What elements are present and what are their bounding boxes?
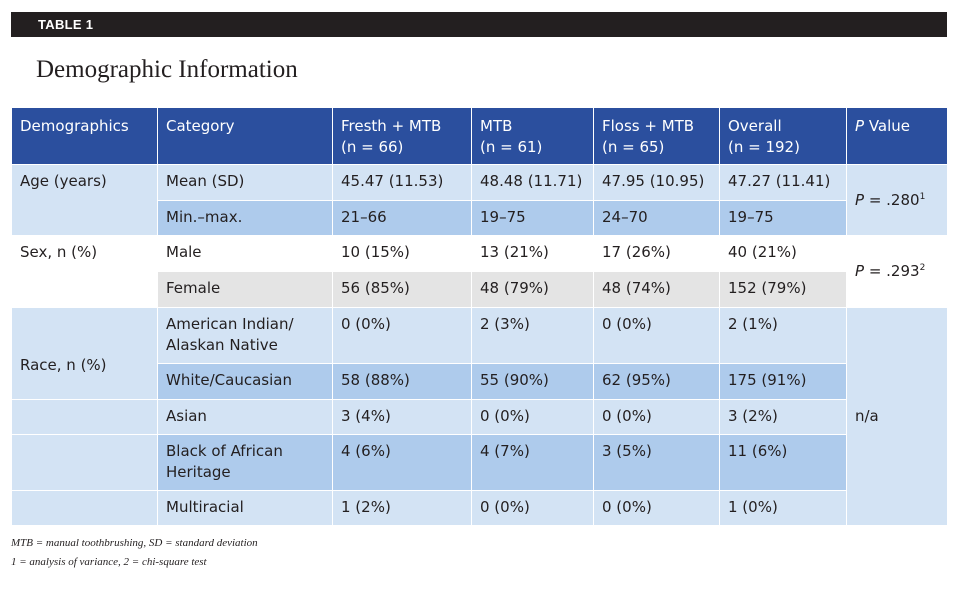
race-white-group2: 55 (90%) — [472, 364, 594, 400]
age-range-group3: 24–70 — [594, 201, 720, 236]
sex-female-overall: 152 (79%) — [720, 272, 847, 308]
race-black-overall: 11 (6%) — [720, 435, 847, 491]
race-multiracial-group3: 0 (0%) — [594, 491, 720, 526]
header-overall — [720, 108, 847, 165]
race-american-indian-category-line2: Alaskan Native — [166, 336, 278, 354]
race-asian-category: Asian — [158, 400, 333, 435]
race-white-category: White/Caucasian — [158, 364, 333, 400]
race-american-indian-overall: 2 (1%) — [720, 308, 847, 364]
age-range-overall: 19–75 — [720, 201, 847, 236]
table-title: Demographic Information — [36, 56, 298, 83]
table-row-sex-male — [12, 236, 948, 272]
race-p-value: n/a — [847, 308, 948, 526]
race-white-group1: 58 (88%) — [333, 364, 472, 400]
header-group1-name: Fresth + MTB — [341, 117, 442, 135]
sex-p-footnote-ref: 2 — [919, 263, 926, 273]
table-row-age-mean — [12, 165, 948, 201]
race-multiracial-group2: 0 (0%) — [472, 491, 594, 526]
sex-male-group2: 13 (21%) — [472, 236, 594, 272]
age-label: Age (years) — [12, 165, 158, 236]
race-american-indian-category — [158, 308, 333, 364]
age-p-footnote-ref: 1 — [919, 191, 926, 202]
race-multiracial-spacer — [12, 491, 158, 526]
race-asian-group2: 0 (0%) — [472, 400, 594, 435]
race-black-category-line2: Heritage — [166, 463, 231, 481]
table-row-race-american-indian — [12, 308, 948, 364]
sex-female-group2: 48 (79%) — [472, 272, 594, 308]
age-mean-category: Mean (SD) — [158, 165, 333, 201]
header-overall-n: (n = 192) — [728, 138, 800, 156]
age-range-group2: 19–75 — [472, 201, 594, 236]
footnote-tests: 1 = analysis of variance, 2 = chi-square test — [11, 556, 207, 568]
age-mean-group2: 48.48 (11.71) — [472, 165, 594, 201]
sex-male-group3: 17 (26%) — [594, 236, 720, 272]
age-p-number: = .280 — [864, 190, 920, 209]
race-american-indian-group3: 0 (0%) — [594, 308, 720, 364]
sex-female-group3: 48 (74%) — [594, 272, 720, 308]
demographics-table — [11, 107, 948, 526]
header-overall-name: Overall — [728, 117, 782, 135]
table-row-race-black — [12, 435, 948, 491]
race-black-category — [158, 435, 333, 491]
race-multiracial-group1: 1 (2%) — [333, 491, 472, 526]
header-group1-n: (n = 66) — [341, 138, 404, 156]
race-american-indian-group2: 2 (3%) — [472, 308, 594, 364]
age-mean-overall: 47.27 (11.41) — [720, 165, 847, 201]
age-mean-group3: 47.95 (10.95) — [594, 165, 720, 201]
race-american-indian-group1: 0 (0%) — [333, 308, 472, 364]
header-demographics: Demographics — [12, 108, 158, 165]
age-range-category: Min.–max. — [158, 201, 333, 236]
header-row — [12, 108, 948, 165]
sex-female-category: Female — [158, 272, 333, 308]
header-group3-name: Floss + MTB — [602, 117, 695, 135]
header-group2-n: (n = 61) — [480, 138, 543, 156]
sex-p-letter: P — [855, 262, 865, 280]
sex-p-value — [847, 236, 948, 308]
age-mean-group1: 45.47 (11.53) — [333, 165, 472, 201]
race-black-group1: 4 (6%) — [333, 435, 472, 491]
header-p-value — [847, 108, 948, 165]
table-label: TABLE 1 — [11, 12, 947, 37]
race-black-group3: 3 (5%) — [594, 435, 720, 491]
age-range-group1: 21–66 — [333, 201, 472, 236]
header-group2-name: MTB — [480, 117, 513, 135]
sex-male-category: Male — [158, 236, 333, 272]
table-row-race-asian — [12, 400, 948, 435]
header-category: Category — [158, 108, 333, 165]
age-p-value — [847, 165, 948, 236]
header-p-letter: P — [855, 117, 865, 135]
header-group3-n: (n = 65) — [602, 138, 665, 156]
sex-p-number: = .293 — [864, 262, 920, 280]
race-asian-group1: 3 (4%) — [333, 400, 472, 435]
race-asian-group3: 0 (0%) — [594, 400, 720, 435]
header-group3 — [594, 108, 720, 165]
header-group1 — [333, 108, 472, 165]
race-asian-overall: 3 (2%) — [720, 400, 847, 435]
race-multiracial-overall: 1 (0%) — [720, 491, 847, 526]
sex-male-group1: 10 (15%) — [333, 236, 472, 272]
race-asian-spacer — [12, 400, 158, 435]
race-black-group2: 4 (7%) — [472, 435, 594, 491]
race-label: Race, n (%) — [12, 308, 158, 400]
race-multiracial-category: Multiracial — [158, 491, 333, 526]
age-p-letter: P — [855, 190, 865, 209]
race-american-indian-category-line1: American Indian/ — [166, 315, 294, 333]
sex-female-group1: 56 (85%) — [333, 272, 472, 308]
table-row-race-multiracial — [12, 491, 948, 526]
race-white-overall: 175 (91%) — [720, 364, 847, 400]
race-black-spacer — [12, 435, 158, 491]
race-white-group3: 62 (95%) — [594, 364, 720, 400]
header-p-word: Value — [868, 117, 911, 135]
sex-label: Sex, n (%) — [12, 236, 158, 308]
race-black-category-line1: Black of African — [166, 442, 283, 460]
footnote-abbreviations: MTB = manual toothbrushing, SD = standard deviation — [11, 537, 258, 549]
header-group2 — [472, 108, 594, 165]
sex-male-overall: 40 (21%) — [720, 236, 847, 272]
